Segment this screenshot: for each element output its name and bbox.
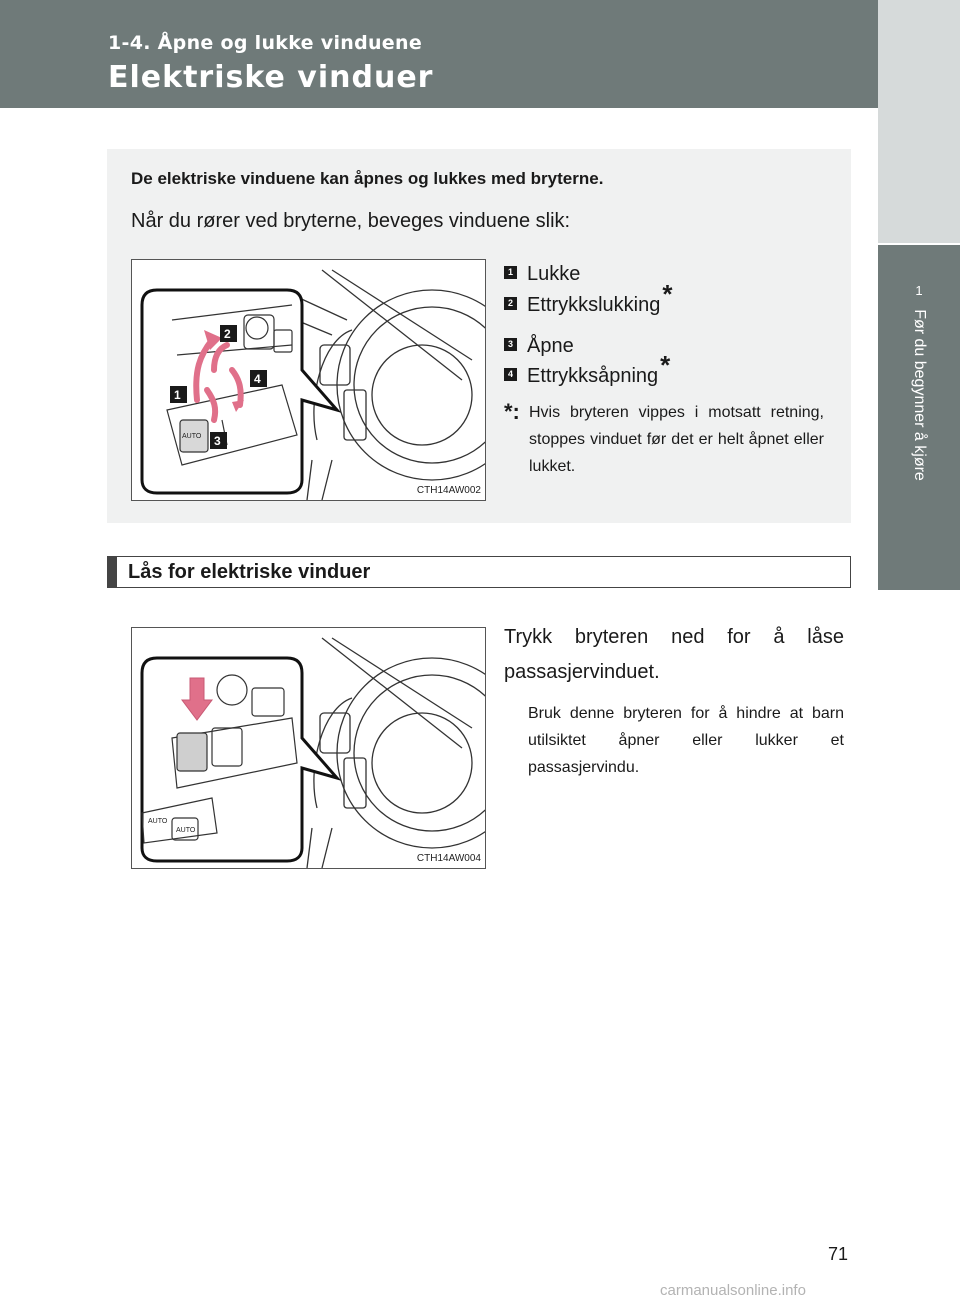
legend-number-4: 4 <box>504 368 517 381</box>
window-switch-figure <box>131 259 486 501</box>
footnote-text: Hvis bryteren vippes i motsatt retning, stoppes vinduet før det er helt åpnet eller lukket. <box>529 404 824 475</box>
callout-4-label: 4 <box>254 372 261 386</box>
legend-item-1 <box>504 256 582 287</box>
legend-star-2: * <box>662 279 673 309</box>
page-number: 71 <box>828 1244 849 1264</box>
legend-star-4: * <box>660 350 671 380</box>
legend-label-2: Ettrykkslukking <box>527 294 661 316</box>
lock-section-title: Lås for elektriske vinduer <box>128 561 371 583</box>
legend-item-4 <box>504 350 671 389</box>
chapter-tab[interactable] <box>878 245 960 590</box>
legend-label-1: Lukke <box>527 263 581 285</box>
legend-item-2 <box>504 279 673 318</box>
figure2-auto-label-2: AUTO <box>176 827 196 834</box>
legend-number-1: 1 <box>504 266 517 279</box>
figure2-code: CTH14AW004 <box>416 853 481 864</box>
legend-item-3 <box>504 328 576 359</box>
figure1-code: CTH14AW002 <box>416 485 481 496</box>
page-header <box>0 0 878 108</box>
figure2-auto-label-1: AUTO <box>148 818 168 825</box>
figure1-auto-label: AUTO <box>182 433 202 440</box>
lock-section-heading <box>107 556 851 588</box>
legend-number-2: 2 <box>504 297 517 310</box>
page-title: Elektriske vinduer <box>108 60 434 95</box>
footnote <box>504 399 824 480</box>
footnote-mark: *: <box>504 399 520 424</box>
heading-bar <box>108 557 117 587</box>
watermark: carmanualsonline.info <box>660 1282 806 1299</box>
intro-heading: De elektriske vinduene kan åpnes og lukkes med bryterne. <box>131 169 604 188</box>
callout-1-label: 1 <box>174 388 181 402</box>
chapter-label: Før du begynner å kjøre <box>911 309 928 481</box>
intro-text: Når du rører ved bryterne, beveges vinduene slik: <box>131 210 571 232</box>
lock-instruction: Trykk bryteren ned for å låse passasjervinduet. <box>504 626 844 683</box>
side-tab-top <box>878 0 960 243</box>
callout-3-label: 3 <box>214 434 221 448</box>
lock-note: Bruk denne bryteren for å hindre at barn utilsiktet åpner eller lukker et passasjervindu. <box>528 705 844 776</box>
window-lock-figure <box>131 627 486 869</box>
chapter-number: 1 <box>915 283 923 298</box>
callout-2-label: 2 <box>224 327 231 341</box>
section-title: 1-4. Åpne og lukke vinduene <box>108 32 423 54</box>
legend-number-3: 3 <box>504 338 517 351</box>
legend-label-3: Åpne <box>527 335 574 357</box>
legend-label-4: Ettrykksåpning <box>527 365 659 387</box>
